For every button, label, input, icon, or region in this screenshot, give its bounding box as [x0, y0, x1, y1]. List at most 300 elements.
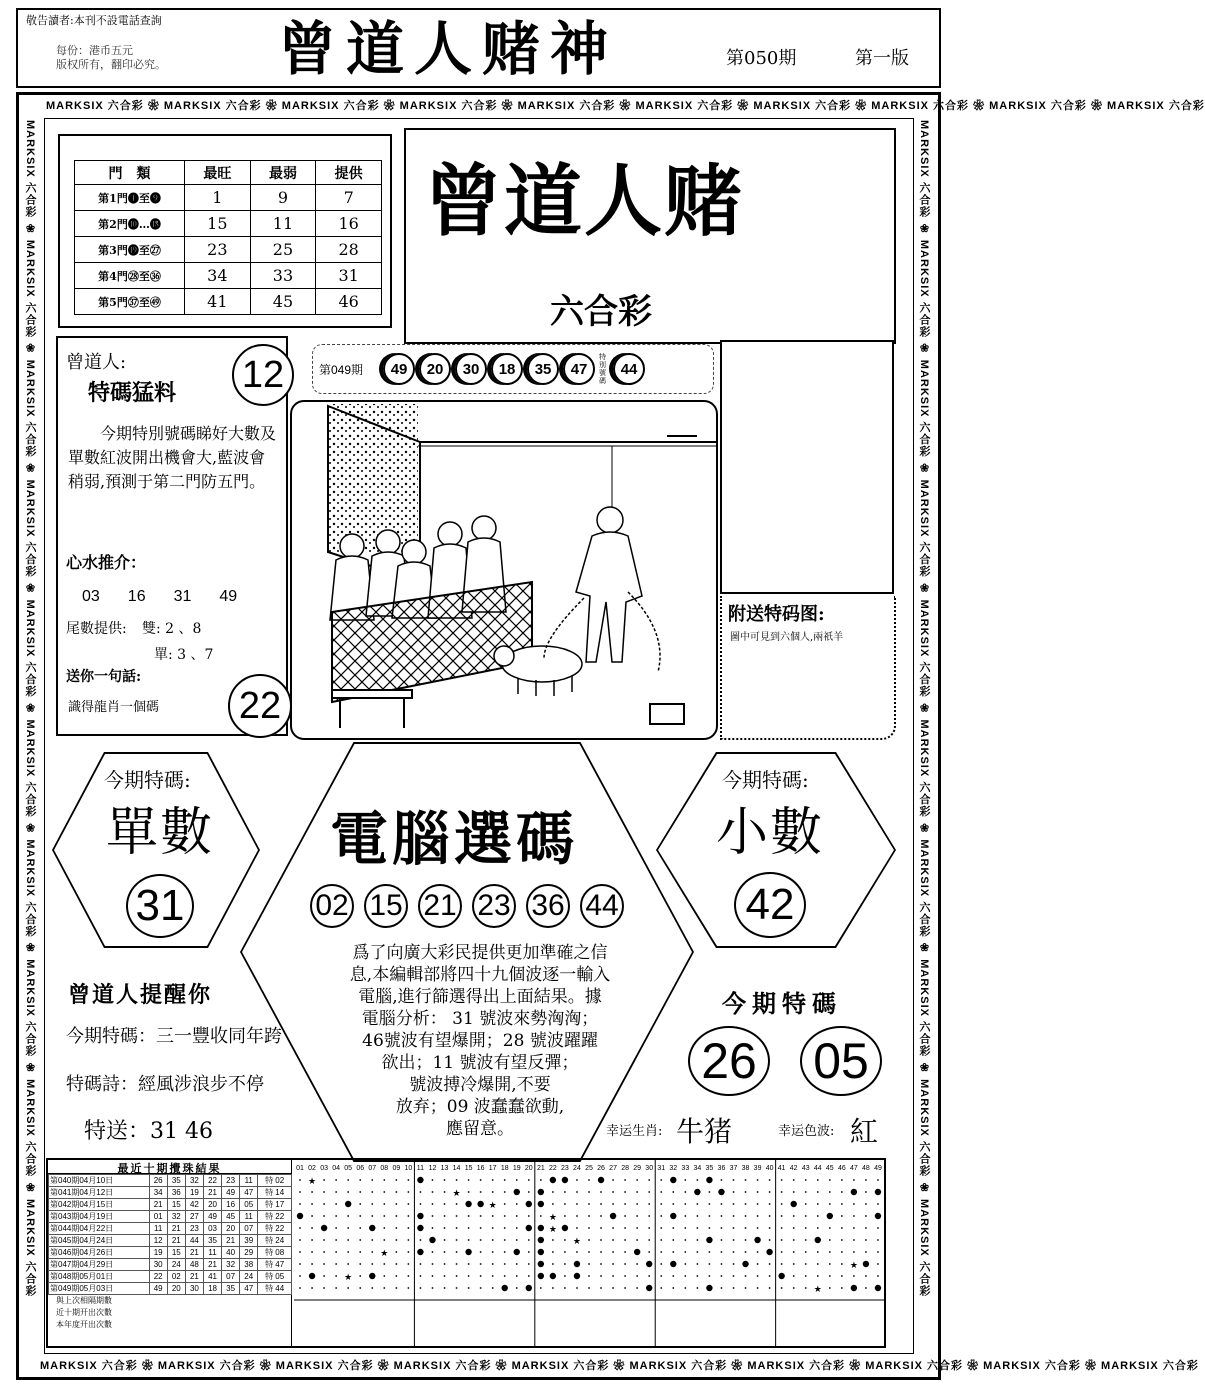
stat-labels — [48, 1295, 291, 1331]
grid-dot — [480, 1227, 482, 1229]
grid-dot — [624, 1287, 626, 1289]
grid-dot — [805, 1239, 807, 1241]
result-number: 11 — [240, 1175, 258, 1187]
grid-dot — [793, 1251, 795, 1253]
grid-dot — [745, 1275, 747, 1277]
grid-dot — [733, 1251, 735, 1253]
grid-dot — [323, 1251, 325, 1253]
grid-dot — [359, 1227, 361, 1229]
gate-header-offer: 提供 — [316, 161, 382, 185]
grid-dot — [456, 1251, 458, 1253]
grid-hit-mark — [369, 1273, 375, 1279]
grid-dot — [359, 1263, 361, 1265]
grid-dot — [504, 1275, 506, 1277]
grid-header-number: 27 — [609, 1165, 617, 1172]
result-number: 24 — [167, 1259, 185, 1271]
grid-dot — [672, 1251, 674, 1253]
grid-dot — [624, 1251, 626, 1253]
grid-dot — [757, 1191, 759, 1193]
grid-dot — [648, 1179, 650, 1181]
grid-hit-mark — [706, 1285, 712, 1291]
grid-dot — [600, 1191, 602, 1193]
grid-header-number: 35 — [705, 1165, 714, 1172]
notice-text: 敬告讀者:本刊不設電話查詢 — [26, 14, 162, 27]
computer-number: 02 — [310, 884, 354, 928]
left-hex-word: 單數 — [106, 803, 215, 863]
result-number: 36 — [167, 1187, 185, 1199]
result-number: 49 — [203, 1211, 221, 1223]
grid-header-number: 24 — [573, 1165, 581, 1172]
grid-dot — [684, 1191, 686, 1193]
grid-dot — [793, 1275, 795, 1277]
grid-dot — [841, 1287, 843, 1289]
grid-dot — [395, 1227, 397, 1229]
tail-label: 尾數提供: — [66, 621, 127, 637]
result-number: 47 — [240, 1283, 258, 1295]
table-row — [49, 1235, 292, 1247]
grid-dot — [745, 1251, 747, 1253]
grid-hit-mark — [538, 1225, 544, 1231]
grid-dot — [865, 1239, 867, 1241]
grid-header-number: 29 — [633, 1165, 642, 1172]
grid-dot — [444, 1275, 446, 1277]
grid-hit-mark — [706, 1237, 712, 1243]
grid-header-number: 23 — [561, 1165, 569, 1172]
gate-name: 第3門⓳至㉗ — [75, 237, 185, 263]
gate-table — [74, 160, 382, 315]
result-number: 24 — [240, 1271, 258, 1283]
grid-hit-mark — [514, 1249, 520, 1255]
grid-hit-mark — [574, 1261, 580, 1267]
grid-dot — [600, 1251, 602, 1253]
grid-dot — [323, 1287, 325, 1289]
result-number: 01 — [149, 1211, 167, 1223]
result-number: 32 — [167, 1211, 185, 1223]
result-special: 特 05 — [258, 1271, 292, 1283]
grid-dot — [769, 1203, 771, 1205]
grid-dot — [588, 1191, 590, 1193]
grid-dot — [335, 1263, 337, 1265]
result-number: 21 — [222, 1235, 240, 1247]
grid-dot — [721, 1215, 723, 1217]
computer-text — [300, 942, 663, 1140]
grid-dot — [492, 1251, 494, 1253]
grid-special-mark: ★ — [452, 1189, 461, 1199]
draw-ball: 47 — [563, 353, 595, 385]
grid-dot — [829, 1287, 831, 1289]
grid-dot — [696, 1287, 698, 1289]
computer-text-line: 欲出；11 號波有望反彈； — [381, 1053, 579, 1073]
result-number: 21 — [203, 1259, 221, 1271]
result-date: 第045期04月24日 — [49, 1235, 150, 1247]
grid-dot — [624, 1263, 626, 1265]
grid-hit-mark — [417, 1225, 423, 1231]
grid-hit-mark — [875, 1213, 881, 1219]
grid-dot — [757, 1227, 759, 1229]
grid-hit-mark — [526, 1201, 532, 1207]
heart-number: 49 — [219, 588, 238, 605]
grid-dot — [383, 1203, 385, 1205]
grid-header-number: 34 — [693, 1165, 702, 1172]
grid-dot — [432, 1191, 434, 1193]
grid-dot — [877, 1275, 879, 1277]
result-number: 34 — [149, 1187, 167, 1199]
grid-hit-mark — [538, 1261, 544, 1267]
grid-dot — [492, 1191, 494, 1193]
grid-dot — [745, 1203, 747, 1205]
grid-dot — [853, 1251, 855, 1253]
grid-dot — [636, 1179, 638, 1181]
grid-dot — [721, 1251, 723, 1253]
grid-dot — [612, 1227, 614, 1229]
grid-dot — [395, 1215, 397, 1217]
result-number: 11 — [203, 1247, 221, 1259]
grid-dot — [588, 1239, 590, 1241]
result-number: 23 — [222, 1175, 240, 1187]
grid-dot — [696, 1239, 698, 1241]
grid-dot — [588, 1263, 590, 1265]
tip-number-top: 12 — [232, 344, 294, 406]
table-row — [75, 237, 382, 263]
special-ball: 44 — [613, 353, 645, 385]
grid-dot — [624, 1239, 626, 1241]
grid-dot — [817, 1275, 819, 1277]
grid-dot — [648, 1251, 650, 1253]
grid-dot — [299, 1203, 301, 1205]
grid-header-number: 02 — [308, 1165, 316, 1172]
grid-dot — [432, 1215, 434, 1217]
grid-dot — [793, 1263, 795, 1265]
grid-dot — [769, 1275, 771, 1277]
draw-ball: 20 — [419, 353, 451, 385]
result-number: 48 — [185, 1259, 203, 1271]
grid-dot — [877, 1203, 879, 1205]
grid-hit-mark — [875, 1285, 881, 1291]
grid-dot — [817, 1203, 819, 1205]
phrase-label: 送你一句話: — [66, 669, 142, 685]
grid-header-number: 01 — [296, 1165, 304, 1172]
grid-dot — [769, 1215, 771, 1217]
illustration-svg — [292, 402, 720, 742]
grid-dot — [480, 1263, 482, 1265]
right-hex-word: 小數 — [716, 803, 825, 863]
grid-header-number: 26 — [597, 1165, 605, 1172]
grid-dot — [383, 1275, 385, 1277]
grid-dot — [781, 1263, 783, 1265]
grid-hit-mark — [538, 1189, 544, 1195]
grid-dot — [311, 1227, 313, 1229]
grid-header-number: 33 — [681, 1165, 690, 1172]
grid-dot — [299, 1191, 301, 1193]
result-number: 32 — [222, 1259, 240, 1271]
grid-dot — [347, 1227, 349, 1229]
grid-hit-mark — [369, 1225, 375, 1231]
grid-dot — [576, 1287, 578, 1289]
grid-dot — [805, 1179, 807, 1181]
grid-hit-mark — [574, 1273, 580, 1279]
grid-dot — [359, 1287, 361, 1289]
price-line: 每份：港币五元 — [56, 44, 133, 57]
result-date: 第047期04月29日 — [49, 1259, 150, 1271]
grid-dot — [347, 1287, 349, 1289]
gate-cell: 16 — [316, 211, 382, 237]
grid-dot — [468, 1191, 470, 1193]
grid-dot — [817, 1251, 819, 1253]
result-number: 11 — [149, 1223, 167, 1235]
edition-label: 第一版 — [855, 48, 909, 69]
grid-dot — [841, 1275, 843, 1277]
result-number: 18 — [203, 1283, 221, 1295]
tip-number-bottom: 22 — [228, 674, 292, 738]
grid-dot — [636, 1263, 638, 1265]
grid-dot — [612, 1203, 614, 1205]
grid-dot — [564, 1191, 566, 1193]
grid-header-number: 38 — [741, 1165, 750, 1172]
results-title: 最近十期攪珠結果 — [48, 1160, 291, 1174]
result-number: 35 — [222, 1283, 240, 1295]
result-number: 05 — [240, 1199, 258, 1211]
grid-dot — [853, 1227, 855, 1229]
grid-dot — [853, 1203, 855, 1205]
grid-dot — [733, 1203, 735, 1205]
grid-header-number: 05 — [344, 1165, 353, 1172]
grid-dot — [456, 1215, 458, 1217]
result-number: 27 — [185, 1211, 203, 1223]
right-brand-strip: MARKSIX 六合彩 ❀ MARKSIX 六合彩 ❀ MARKSIX 六合彩 ❀ MARKSIX 六合彩 ❀ MARKSIX 六合彩 ❀ MARKSIX 六合彩 ❀ MARKSIX 六合彩 ❀ MARKSIX 六合彩 ❀ MARKSIX 六合彩 ❀ MARKSIX 六合彩 — [918, 120, 930, 1297]
gift-title: 附送特码图: — [728, 604, 825, 625]
grid-dot — [672, 1287, 674, 1289]
grid-dot — [564, 1203, 566, 1205]
result-number: 29 — [240, 1247, 258, 1259]
grid-dot — [793, 1287, 795, 1289]
grid-dot — [492, 1227, 494, 1229]
grid-dot — [624, 1227, 626, 1229]
result-number: 12 — [149, 1235, 167, 1247]
grid-dot — [444, 1203, 446, 1205]
grid-hit-mark — [863, 1261, 869, 1267]
grid-hit-mark — [706, 1177, 712, 1183]
grid-dot — [516, 1203, 518, 1205]
computer-number: 21 — [418, 884, 462, 928]
grid-dot — [636, 1191, 638, 1193]
computer-title: 電腦選碼 — [330, 805, 579, 873]
grid-dot — [684, 1263, 686, 1265]
grid-dot — [492, 1239, 494, 1241]
grid-hit-mark — [827, 1213, 833, 1219]
grid-dot — [371, 1239, 373, 1241]
color-value: 紅 — [850, 1115, 879, 1148]
grid-dot — [636, 1239, 638, 1241]
grid-hit-mark — [465, 1249, 471, 1255]
grid-header-number: 36 — [717, 1165, 726, 1172]
grid-dot — [456, 1203, 458, 1205]
grid-dot — [781, 1215, 783, 1217]
grid-dot — [624, 1215, 626, 1217]
grid-dot — [299, 1287, 301, 1289]
grid-dot — [564, 1251, 566, 1253]
issue-number: 第050期 — [726, 48, 797, 69]
grid-dot — [841, 1215, 843, 1217]
grid-dot — [540, 1215, 542, 1217]
grid-dot — [757, 1287, 759, 1289]
draw-ball: 30 — [455, 353, 487, 385]
grid-dot — [432, 1203, 434, 1205]
grid-header-number: 49 — [874, 1165, 882, 1172]
grid-special-mark: ★ — [572, 1237, 581, 1247]
result-date: 第043期04月19日 — [49, 1211, 150, 1223]
grid-dot — [612, 1275, 614, 1277]
result-special: 特 22 — [258, 1211, 292, 1223]
stat-label: 近十期开出次數 — [56, 1308, 112, 1317]
gate-cell: 11 — [250, 211, 316, 237]
grid-dot — [383, 1287, 385, 1289]
gate-cell: 41 — [185, 289, 251, 315]
grid-dot — [696, 1251, 698, 1253]
grid-dot — [709, 1251, 711, 1253]
grid-dot — [528, 1179, 530, 1181]
grid-dot — [504, 1203, 506, 1205]
grid-hit-mark — [526, 1285, 532, 1291]
table-row — [75, 263, 382, 289]
grid-hit-mark — [538, 1237, 544, 1243]
grid-dot — [383, 1263, 385, 1265]
grid-hit-mark — [465, 1201, 471, 1207]
grid-header-number: 06 — [356, 1165, 365, 1172]
grid-dot — [696, 1215, 698, 1217]
grid-dot — [865, 1179, 867, 1181]
grid-dot — [624, 1275, 626, 1277]
grid-dot — [805, 1191, 807, 1193]
grid-dot — [865, 1191, 867, 1193]
result-number: 49 — [222, 1187, 240, 1199]
result-number: 26 — [149, 1175, 167, 1187]
grid-hit-mark — [778, 1273, 784, 1279]
grid-hit-mark — [694, 1189, 700, 1195]
grid-dot — [420, 1239, 422, 1241]
grid-dot — [600, 1239, 602, 1241]
grid-dot — [323, 1275, 325, 1277]
grid-hit-mark — [538, 1249, 544, 1255]
table-row — [49, 1223, 292, 1235]
grid-dot — [432, 1287, 434, 1289]
grid-dot — [480, 1275, 482, 1277]
grid-header-number: 43 — [801, 1165, 810, 1172]
grid-dot — [311, 1191, 313, 1193]
grid-dot — [817, 1179, 819, 1181]
grid-dot — [672, 1275, 674, 1277]
grid-dot — [420, 1287, 422, 1289]
grid-dot — [733, 1275, 735, 1277]
grid-special-mark: ★ — [380, 1249, 389, 1259]
grid-dot — [648, 1275, 650, 1277]
grid-dot — [721, 1275, 723, 1277]
table-row — [49, 1199, 292, 1211]
grid-hit-mark — [514, 1189, 520, 1195]
grid-dot — [721, 1179, 723, 1181]
grid-dot — [311, 1239, 313, 1241]
table-row — [49, 1187, 292, 1199]
grid-dot — [383, 1179, 385, 1181]
grid-dot — [612, 1239, 614, 1241]
grid-dot — [480, 1215, 482, 1217]
grid-dot — [745, 1287, 747, 1289]
zodiac-label: 幸运生肖: — [606, 1124, 663, 1139]
results-panel — [46, 1158, 886, 1348]
grid-dot — [516, 1215, 518, 1217]
gate-cell: 15 — [185, 211, 251, 237]
grid-dot — [468, 1287, 470, 1289]
grid-dot — [552, 1263, 554, 1265]
grid-dot — [684, 1287, 686, 1289]
grid-dot — [636, 1203, 638, 1205]
grid-dot — [660, 1179, 662, 1181]
grid-dot — [684, 1179, 686, 1181]
grid-special-mark: ★ — [548, 1213, 557, 1223]
grid-hit-mark — [429, 1237, 435, 1243]
grid-header-number: 39 — [753, 1165, 762, 1172]
grid-dot — [660, 1239, 662, 1241]
draw-ball: 18 — [491, 353, 523, 385]
grid-dot — [407, 1179, 409, 1181]
grid-dot — [769, 1287, 771, 1289]
grid-dot — [516, 1227, 518, 1229]
result-date: 第042期04月15日 — [49, 1199, 150, 1211]
grid-dot — [299, 1251, 301, 1253]
grid-dot — [757, 1215, 759, 1217]
grid-dot — [733, 1239, 735, 1241]
grid-dot — [684, 1227, 686, 1229]
grid-dot — [612, 1287, 614, 1289]
grid-dot — [420, 1191, 422, 1193]
grid-dot — [805, 1263, 807, 1265]
grid-dot — [721, 1239, 723, 1241]
grid-header-number: 03 — [320, 1165, 329, 1172]
grid-dot — [299, 1179, 301, 1181]
grid-header-number: 40 — [765, 1165, 774, 1172]
grid-dot — [444, 1239, 446, 1241]
grid-dot — [841, 1203, 843, 1205]
result-number: 47 — [240, 1187, 258, 1199]
grid-dot — [323, 1215, 325, 1217]
grid-header-number: 12 — [428, 1165, 437, 1172]
computer-text-line: 應留意。 — [446, 1119, 514, 1139]
result-number: 20 — [203, 1199, 221, 1211]
grid-hit-mark — [646, 1285, 652, 1291]
result-special: 特 14 — [258, 1187, 292, 1199]
grid-dot — [395, 1239, 397, 1241]
grid-dot — [793, 1227, 795, 1229]
grid-dot — [311, 1287, 313, 1289]
illustration — [290, 400, 718, 740]
grid-dot — [480, 1191, 482, 1193]
grid-dot — [516, 1275, 518, 1277]
result-number: 22 — [203, 1175, 221, 1187]
grid-dot — [793, 1179, 795, 1181]
result-date: 第044期04月22日 — [49, 1223, 150, 1235]
grid-dot — [395, 1203, 397, 1205]
grid-hit-mark — [598, 1177, 604, 1183]
grid-dot — [395, 1251, 397, 1253]
grid-dot — [733, 1179, 735, 1181]
result-special: 特 17 — [258, 1199, 292, 1211]
grid-dot — [335, 1191, 337, 1193]
grid-header-number: 14 — [452, 1165, 461, 1172]
grid-dot — [588, 1287, 590, 1289]
grid-dot — [757, 1263, 759, 1265]
table-row — [49, 1211, 292, 1223]
grid-dot — [383, 1215, 385, 1217]
grid-hit-mark — [321, 1225, 327, 1231]
